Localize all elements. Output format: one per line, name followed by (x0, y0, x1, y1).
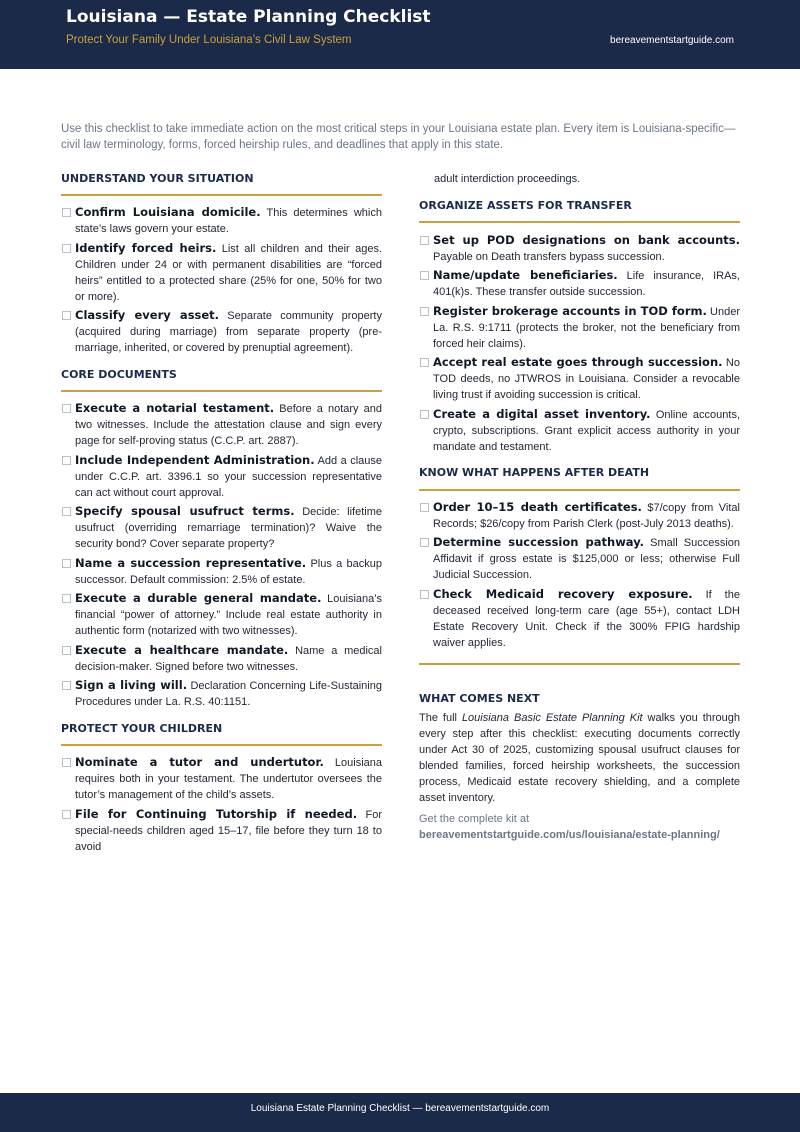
item-text: Louisiana’s financial “power of attorney.” Include real estate authority in authentic form (notarized with two witnesses). (75, 593, 382, 637)
checkbox[interactable] (420, 503, 429, 512)
next-cta: Get the complete kit at (419, 813, 530, 825)
kit-name: Louisiana Basic Estate Planning Kit (461, 712, 643, 724)
footer-text: Louisiana Estate Planning Checklist — bereavementstartguide.com (250, 1103, 550, 1114)
intro-paragraph: Use this checklist to take immediate action on the most critical steps in your Louisiana estate plan. Every item is Louisiana-specific—civil law terminology, forms, forced heirship rules, and deadlines that apply in this state. (61, 123, 736, 151)
checklist-item (419, 499, 740, 532)
checklist-item (419, 354, 740, 403)
item-title: Nominate a tutor and undertutor. (75, 755, 324, 769)
section-rule (419, 663, 740, 665)
checkbox[interactable] (62, 208, 71, 217)
checkbox[interactable] (420, 410, 429, 419)
checkbox[interactable] (420, 307, 429, 316)
section-rule (61, 744, 382, 746)
page-footer (0, 1093, 800, 1132)
item-title: Include Independent Administration. (75, 453, 315, 467)
item-title: Name/update beneficiaries. (433, 268, 618, 282)
checkbox[interactable] (62, 758, 71, 767)
checkbox[interactable] (62, 507, 71, 516)
item-text: Declaration Concerning Life-Sustaining Procedures under La. R.S. 40:1151. (75, 680, 382, 708)
item-text: Separate community property (acquired during marriage) from separate property (pre-marriage, inherited, or covered by prenuptial agreement). (75, 310, 382, 354)
item-text: List all children and their ages. Children under 24 or with permanent disabilities are “forced heirs” entitled to a protected share (25% for one, 50% for two or more). (75, 243, 382, 303)
item-text: If the deceased received long-term care (age 55+), contact LDH Estate Recovery Unit. Check if the 300% FPIG hardship waiver applies. (433, 589, 740, 649)
checklist-item (419, 232, 740, 265)
section-rule (419, 489, 740, 491)
item-title: Sign a living will. (75, 678, 188, 692)
checklist-item (419, 406, 740, 455)
item-text: Louisiana requires both in your testament. The undertutor oversees the tutor’s management of the child’s assets. (75, 757, 382, 801)
section-heading-transfer: ORGANIZE ASSETS FOR TRANSFER (419, 199, 632, 212)
item-text: Plus a backup successor. Default commission: 2.5% of estate. (75, 558, 382, 586)
header-site-link[interactable]: bereavementstartguide.com (610, 35, 734, 46)
checkbox[interactable] (62, 244, 71, 253)
checkbox[interactable] (62, 681, 71, 690)
item-text: Online accounts, crypto, subscriptions. Grant explicit access authority in your mandate and testament. (433, 409, 740, 453)
checklist-item (419, 303, 740, 352)
page-header (0, 0, 800, 69)
item-title: Identify forced heirs. (75, 241, 217, 255)
section-rule (61, 390, 382, 392)
checklist-item (61, 806, 382, 855)
item-text: Decide: lifetime usufruct (overriding remarriage termination)? Waive the security bond? Cover separate property? (75, 506, 382, 550)
section-heading-after-death: KNOW WHAT HAPPENS AFTER DEATH (419, 466, 650, 479)
item-text: For special-needs children aged 15–17, file before they turn 18 to avoid (75, 809, 382, 853)
page-title: Louisiana — Estate Planning Checklist (66, 7, 431, 27)
checklist-item (61, 677, 382, 710)
section-rule (61, 194, 382, 196)
checkbox[interactable] (420, 590, 429, 599)
item-title: Execute a healthcare mandate. (75, 643, 289, 657)
checklist-item (61, 642, 382, 675)
item-text: Small Succession Affidavit if gross estate is $125,000 or less; otherwise Full Judicial Succession. (433, 537, 740, 581)
checkbox[interactable] (420, 538, 429, 547)
item-text: Before a notary and two witnesses. Include the attestation clause and sign every page for self-proving status (C.C.P. art. 2887). (75, 403, 382, 447)
item-title: Specify spousal usufruct terms. (75, 504, 295, 518)
item-text: Under La. R.S. 9:1711 (protects the broker, not the beneficiary from forced heir claims). (433, 306, 740, 350)
checklist-item (61, 555, 382, 588)
next-body (419, 710, 740, 806)
checklist-item (61, 503, 382, 552)
checkbox[interactable] (62, 810, 71, 819)
item-title: Set up POD designations on bank accounts. (433, 233, 740, 247)
checkbox[interactable] (62, 404, 71, 413)
checklist-item (419, 267, 740, 300)
next-body-details: walks you through every step after this checklist: executing documents correctly under Act 30 of 2025, customizing spousal usufruct clauses for blended families, forced heirship worksheets, the succession process, Medicaid estate recovery shielding, and a complete asset inventory. (419, 712, 741, 804)
item-title: Check Medicaid recovery exposure. (433, 587, 693, 601)
item-text: Life insurance, IRAs, 401(k)s. These transfer outside succession. (433, 270, 740, 298)
kit-link[interactable]: bereavementstartguide.com/us/louisiana/estate-planning/ (419, 829, 720, 841)
item-title: Classify every asset. (75, 308, 220, 322)
item-text: No TOD deeds, no JTWROS in Louisiana. Consider a revocable living trust if avoiding succession is critical. (433, 357, 740, 401)
checklist-item (61, 590, 382, 639)
item-text: Payable on Death transfers bypass succession. (433, 251, 665, 263)
section-heading-core: CORE DOCUMENTS (61, 368, 177, 381)
checklist-item (61, 204, 382, 237)
section-heading-children: PROTECT YOUR CHILDREN (61, 722, 223, 735)
checklist-item (419, 534, 740, 583)
item-title: Execute a notarial testament. (75, 401, 275, 415)
section-heading-situation: UNDERSTAND YOUR SITUATION (61, 172, 254, 185)
section-rule (419, 221, 740, 223)
item-text: Add a clause under C.C.P. art. 3396.1 so your succession representative can act without court approval. (75, 455, 382, 499)
checkbox[interactable] (62, 311, 71, 320)
checklist-item (61, 307, 382, 356)
item-text: $7/copy from Vital Records; $26/copy from Parish Clerk (post-July 2013 deaths). (433, 502, 740, 530)
item-text: This determines which state’s laws govern your estate. (75, 207, 382, 235)
item-title: Create a digital asset inventory. (433, 407, 651, 421)
checkbox[interactable] (420, 358, 429, 367)
item-title: Execute a durable general mandate. (75, 591, 322, 605)
checklist-item (61, 754, 382, 803)
item-title: Confirm Louisiana domicile. (75, 205, 261, 219)
next-body-intro: The full (419, 712, 462, 724)
item-title: File for Continuing Tutorship if needed. (75, 807, 358, 821)
checkbox[interactable] (62, 456, 71, 465)
item-text: Name a medical decision-maker. Signed before two witnesses. (75, 645, 382, 673)
item-title: Order 10–15 death certificates. (433, 500, 642, 514)
checklist-item (61, 452, 382, 501)
page-subtitle: Protect Your Family Under Louisiana’s Civil Law System (66, 34, 352, 46)
item-title: Name a succession representative. (75, 556, 307, 570)
checkbox[interactable] (420, 271, 429, 280)
checklist-item (419, 586, 740, 651)
checkbox[interactable] (420, 236, 429, 245)
carryover-text: adult interdiction proceedings. (434, 173, 581, 185)
checkbox[interactable] (62, 646, 71, 655)
item-title: Register brokerage accounts in TOD form. (433, 304, 707, 318)
item-title: Accept real estate goes through succession. (433, 355, 723, 369)
next-heading: WHAT COMES NEXT (419, 692, 540, 705)
checkbox[interactable] (62, 594, 71, 603)
checklist-item (61, 400, 382, 449)
item-title: Determine succession pathway. (433, 535, 645, 549)
checkbox[interactable] (62, 559, 71, 568)
checklist-item (61, 240, 382, 305)
